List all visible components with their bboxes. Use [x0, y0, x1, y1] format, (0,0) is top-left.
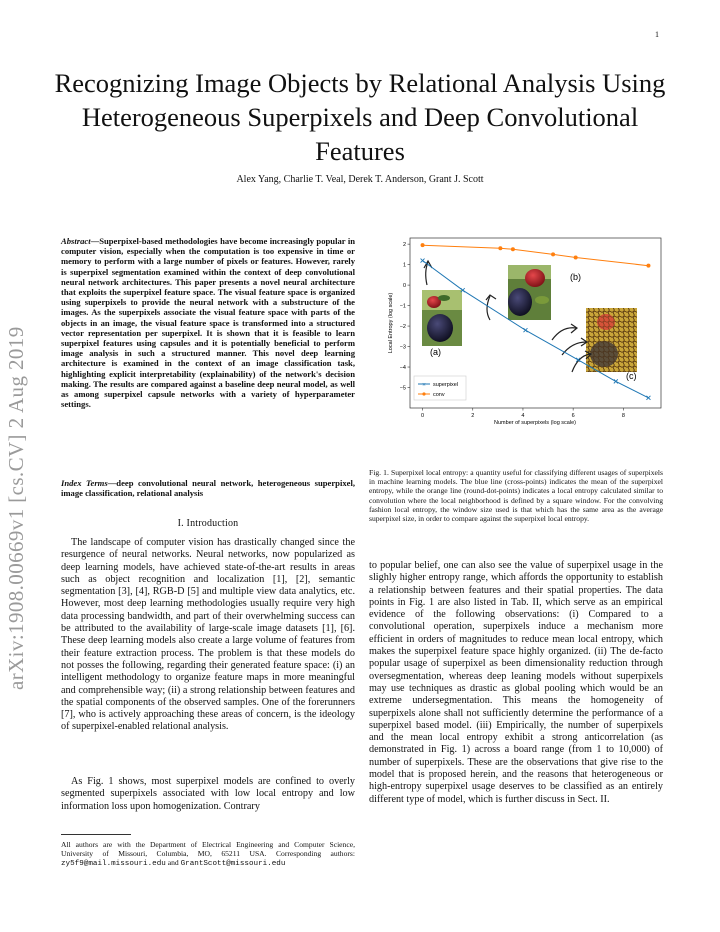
svg-text:×: ×	[422, 382, 426, 389]
index-terms-lead: Index Terms	[61, 478, 108, 488]
y-tick-label: 0	[402, 283, 406, 290]
panel-label-c: (c)	[626, 371, 637, 381]
x-tick-label: 2	[471, 413, 475, 419]
data-point-superpixel	[646, 396, 650, 400]
figure-1-caption: Fig. 1. Superpixel local entropy: a quantity useful for classifying different usages of superpixels in machine learning models. The blue line (cross-points) indicates the mean of the superpixel entropy, while the orange line (round-dot-points) indicates a local entropy calculated similar to convolution where the local neighborhood is defined by a square window. For the convolving fashion local entropy, the window size used is that which has the same area as the average superpixel size, in order to compare against the superpixel local entropy.	[369, 468, 663, 524]
abstract-text: —Superpixel-based methodologies have become increasingly popular in computer vision, especially when the computation is too expensive in time or memory to perform with a large number of pixels or features. However, rarely is superpixel segmentation examined within the context of deep convolutional neural network architectures. This paper presents a novel neural architecture that exploits the superpixel feature space. The visual feature space is organized using superpixels to provide the neural network with a substructure of the images. As the superpixels associate the visual feature space with parts of the objects in an image, the visual feature space is transformed into a structured vector representation per superpixel. It is shown that it is feasible to learn superpixel features using capsules and it is potentially beneficial to perform image analysis in such a structured manner. This novel deep learning architecture is examined in the context of an image classification task, highlighting explicit interpretability (explainability) of the network's decision making. The results are compared against a baseline deep neural model, as well as among superpixel capsule networks with a variety of hyperparameter settings.	[61, 236, 355, 410]
data-point-conv	[574, 255, 578, 259]
footnote-rule	[61, 834, 131, 835]
y-tick-label: −5	[399, 385, 406, 392]
x-tick-label: 0	[421, 413, 425, 419]
right-column-paragraph: to popular belief, one can also see the value of superpixel usage in the slighly higher entropy range, which affords the opportunity to establish a relationship between features and their spatial properties. The data points in Fig. 1 are also listed in Tab. II, which serve as an empirical evidence of the following observations: (i) Compared to a convolutional operation, superpixels induce a mechanism more efficient in orders of magnitudes to reduce mean local entropy, which makes the superpixel feature space highly organized. (ii) The de-facto popular usage of superpixel as been dimensionality reduction through oversegmentation, whereas deep leaning models without superpixels may use techniques as drastic as global pooling which would be an extreme undersegmentation. This means the homogeneity of superpixels alone shall not sufficiently determine the performance of a superpixel based model. (iii) Empirically, the number of superpixels and the mean local entropy exhibit a strong anticorrelation (as demonstrated in Fig. 1) across a board range (from 1 to 10,000) of number of superpixels. These are the observations that give rise to the model that is proposed herein, and the reasons that heterogeneous or high-entropy superpixel usage deserves to be classified as an entirely different type of model, which is further discuss in Sect. II.	[369, 560, 663, 805]
legend	[414, 376, 466, 400]
figure-1-chart	[372, 230, 664, 440]
paper-title: Recognizing Image Objects by Relational Analysis Using Heterogeneous Superpixels and Deep Convolutional Features	[54, 68, 666, 166]
intro-paragraph-2: As Fig. 1 shows, most superpixel models are confined to overly segmented superpixels associated with low local entropy and low information loss upon homogenization. Contrary	[61, 776, 355, 812]
data-point-conv	[511, 247, 515, 251]
footnote-email-2[interactable]: GrantScott@missouri.edu	[180, 860, 286, 869]
x-tick-label: 4	[521, 413, 525, 419]
y-axis-ticks	[400, 242, 410, 391]
footnote-and: and	[167, 858, 179, 868]
footnote-email-1[interactable]: zy5f9@mail.missouri.edu	[61, 860, 166, 869]
y-axis-label: Local Entropy (log scale)	[388, 292, 394, 354]
y-tick-label: 1	[402, 262, 406, 269]
section-heading-introduction: I. Introduction	[177, 518, 239, 529]
index-terms-text: —deep convolutional neural network, heterogeneous superpixel, image classification, relational analysis	[61, 478, 355, 499]
intro-paragraph-1: The landscape of computer vision has drastically changed since the resurgence of neural networks. Neural networks, now popularized as deep learning models, have achieved state-of-the-art results in areas such as object recognition and localization [1], [2], semantic segmentation [3], [4], RGB-D [5] and multiple view data analytics, etc. However, most deep learning methodologies usually require very high data processing bandwidth, and part of their overwhelming success can be attributed to the availability of large-scale image datasets [1], [6]. These deep learning models also create a large volume of features from their feature extraction process. The problem is that these models do not posses the following, regarding their generated feature space: (i) an intelligent methodology to organize feature maps in more meaningful and comprehensible way; (ii) a strong relationship between features and the spatial components of the observed samples. One of the forerunners [7], who is actively approaching these areas of concern, is the ideology of superpixel-enabled relational analysis.	[61, 537, 355, 733]
y-tick-label: 2	[402, 242, 406, 249]
x-axis-label: Number of superpixels (log scale)	[494, 420, 576, 426]
footnote-corresponding-label: Corresponding authors:	[275, 849, 355, 859]
footnote	[61, 840, 355, 870]
data-point-superpixel	[523, 328, 527, 332]
index-terms	[61, 478, 355, 498]
inset-image-b	[508, 265, 551, 320]
series-line-conv	[423, 245, 649, 266]
abstract-lead: Abstract	[61, 236, 91, 246]
y-tick-label: −3	[399, 344, 406, 351]
inset-image-c	[586, 308, 637, 372]
page-number: 1	[655, 30, 659, 39]
x-axis-ticks	[421, 408, 625, 419]
y-tick-label: −2	[399, 324, 406, 331]
data-point-conv	[421, 243, 425, 247]
y-tick-label: −4	[399, 365, 406, 372]
data-point-conv	[498, 246, 502, 250]
data-point-superpixel	[421, 259, 425, 263]
y-tick-label: −1	[399, 303, 406, 310]
x-tick-label: 6	[571, 413, 575, 419]
footnote-affiliation: All authors are with the Department of Electrical Engineering and Computer Science, University of Missouri, Columbia, MO, 65211 USA.	[61, 840, 355, 859]
panel-label-b: (b)	[570, 272, 581, 282]
legend-label-conv: conv	[433, 392, 445, 398]
abstract	[61, 236, 355, 409]
arxiv-identifier: arXiv:1908.00669v1 [cs.CV] 2 Aug 2019	[4, 326, 28, 690]
legend-label-superpixel: superpixel	[433, 382, 459, 388]
data-point-conv	[551, 252, 555, 256]
x-tick-label: 8	[621, 413, 625, 419]
inset-image-a	[422, 290, 462, 346]
data-point-superpixel	[614, 379, 618, 383]
author-list: Alex Yang, Charlie T. Veal, Derek T. Anderson, Grant J. Scott	[236, 174, 484, 185]
data-point-conv	[646, 264, 650, 268]
panel-label-a: (a)	[430, 347, 441, 357]
